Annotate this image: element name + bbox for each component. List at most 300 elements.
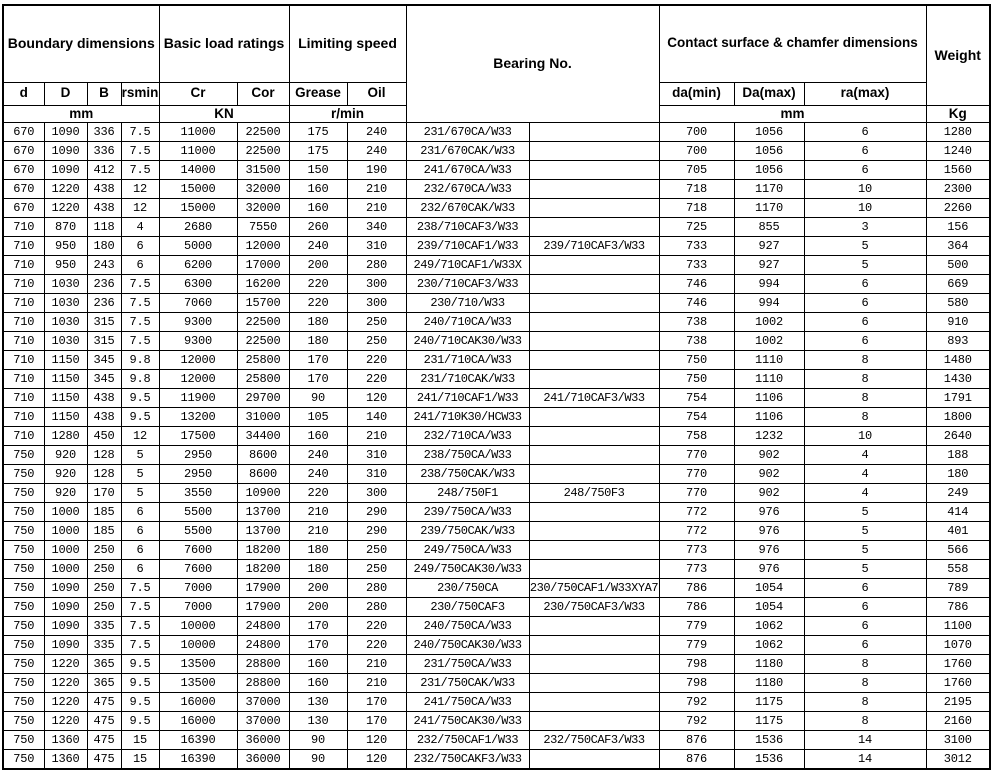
cell-d: 750 <box>3 693 44 712</box>
cell-bearing-no-2 <box>529 560 659 579</box>
cell-bearing-no-2: 230/750CAF1/W33XYA7 <box>529 579 659 598</box>
cell-cr: 2950 <box>159 465 237 484</box>
cell-weight: 893 <box>926 332 990 351</box>
cell-bearing-no-1: 232/710CA/W33 <box>406 427 529 446</box>
cell-bearing-no-2 <box>529 541 659 560</box>
cell-rsmin: 7.5 <box>121 579 159 598</box>
unit-contact-mm: mm <box>659 105 926 123</box>
cell-grease: 175 <box>289 123 347 142</box>
cell-oil: 280 <box>347 256 406 275</box>
cell-bearing-no-2 <box>529 180 659 199</box>
cell-da-min: 705 <box>659 161 734 180</box>
cell-B: 412 <box>87 161 121 180</box>
cell-D: 1150 <box>44 389 87 408</box>
cell-rsmin: 7.5 <box>121 161 159 180</box>
cell-ra-max: 4 <box>804 484 926 503</box>
cell-oil: 140 <box>347 408 406 427</box>
cell-ra-max: 6 <box>804 142 926 161</box>
cell-da-max: 1062 <box>734 617 804 636</box>
cell-B: 250 <box>87 579 121 598</box>
table-row <box>3 541 990 560</box>
cell-bearing-no-1: 232/670CA/W33 <box>406 180 529 199</box>
cell-d: 710 <box>3 408 44 427</box>
cell-da-max: 902 <box>734 446 804 465</box>
cell-cr: 9300 <box>159 313 237 332</box>
cell-cr: 7000 <box>159 579 237 598</box>
cell-rsmin: 7.5 <box>121 332 159 351</box>
cell-B: 475 <box>87 750 121 769</box>
cell-da-max: 976 <box>734 503 804 522</box>
cell-da-min: 770 <box>659 465 734 484</box>
cell-grease: 105 <box>289 408 347 427</box>
cell-cr: 11000 <box>159 123 237 142</box>
cell-da-min: 746 <box>659 275 734 294</box>
cell-bearing-no-1: 241/710CAF1/W33 <box>406 389 529 408</box>
cell-da-max: 1106 <box>734 389 804 408</box>
cell-rsmin: 9.5 <box>121 408 159 427</box>
cell-weight: 1280 <box>926 123 990 142</box>
cell-d: 750 <box>3 636 44 655</box>
cell-bearing-no-2 <box>529 256 659 275</box>
cell-rsmin: 12 <box>121 199 159 218</box>
cell-bearing-no-1: 230/750CA <box>406 579 529 598</box>
cell-da-max: 1175 <box>734 693 804 712</box>
cell-cr: 11000 <box>159 142 237 161</box>
cell-rsmin: 5 <box>121 446 159 465</box>
cell-oil: 280 <box>347 579 406 598</box>
table-row <box>3 503 990 522</box>
cell-d: 710 <box>3 275 44 294</box>
cell-cor: 24800 <box>237 636 289 655</box>
cell-rsmin: 7.5 <box>121 123 159 142</box>
cell-oil: 210 <box>347 180 406 199</box>
cell-d: 710 <box>3 370 44 389</box>
cell-bearing-no-2 <box>529 750 659 769</box>
cell-weight: 1430 <box>926 370 990 389</box>
table-row <box>3 750 990 769</box>
cell-cr: 7600 <box>159 541 237 560</box>
cell-oil: 220 <box>347 370 406 389</box>
cell-oil: 170 <box>347 693 406 712</box>
cell-d: 710 <box>3 237 44 256</box>
cell-d: 750 <box>3 617 44 636</box>
cell-cor: 25800 <box>237 370 289 389</box>
cell-da-min: 746 <box>659 294 734 313</box>
cell-grease: 260 <box>289 218 347 237</box>
cell-cr: 10000 <box>159 636 237 655</box>
table-row <box>3 275 990 294</box>
table-row <box>3 313 990 332</box>
cell-bearing-no-2 <box>529 465 659 484</box>
table-body <box>3 123 990 769</box>
cell-bearing-no-1: 232/750CAKF3/W33 <box>406 750 529 769</box>
cell-B: 335 <box>87 617 121 636</box>
cell-cor: 32000 <box>237 180 289 199</box>
cell-D: 1030 <box>44 294 87 313</box>
cell-cor: 24800 <box>237 617 289 636</box>
cell-bearing-no-2: 248/750F3 <box>529 484 659 503</box>
cell-grease: 240 <box>289 465 347 484</box>
cell-rsmin: 4 <box>121 218 159 237</box>
cell-da-min: 772 <box>659 522 734 541</box>
cell-grease: 130 <box>289 712 347 731</box>
cell-D: 1030 <box>44 313 87 332</box>
cell-bearing-no-2: 230/750CAF3/W33 <box>529 598 659 617</box>
cell-cr: 5000 <box>159 237 237 256</box>
cell-rsmin: 15 <box>121 750 159 769</box>
cell-ra-max: 6 <box>804 636 926 655</box>
table-row <box>3 256 990 275</box>
cell-grease: 220 <box>289 294 347 313</box>
cell-oil: 210 <box>347 199 406 218</box>
subheader-rsmin: rsmin <box>121 82 159 105</box>
cell-rsmin: 9.5 <box>121 389 159 408</box>
cell-D: 1220 <box>44 693 87 712</box>
subheader-cr: Cr <box>159 82 237 105</box>
cell-grease: 170 <box>289 617 347 636</box>
cell-cr: 16000 <box>159 712 237 731</box>
cell-B: 250 <box>87 598 121 617</box>
cell-cr: 3550 <box>159 484 237 503</box>
cell-weight: 188 <box>926 446 990 465</box>
cell-D: 1150 <box>44 351 87 370</box>
cell-bearing-no-1: 249/710CAF1/W33X <box>406 256 529 275</box>
cell-weight: 1070 <box>926 636 990 655</box>
cell-D: 1090 <box>44 636 87 655</box>
cell-weight: 786 <box>926 598 990 617</box>
cell-ra-max: 6 <box>804 617 926 636</box>
cell-d: 710 <box>3 294 44 313</box>
cell-da-min: 792 <box>659 693 734 712</box>
cell-oil: 120 <box>347 731 406 750</box>
header-contact-surface: Contact surface & chamfer dimensions <box>659 5 926 82</box>
cell-cor: 36000 <box>237 731 289 750</box>
cell-bearing-no-1: 241/670CA/W33 <box>406 161 529 180</box>
cell-ra-max: 8 <box>804 389 926 408</box>
cell-B: 236 <box>87 294 121 313</box>
cell-oil: 250 <box>347 560 406 579</box>
cell-bearing-no-1: 231/670CA/W33 <box>406 123 529 142</box>
cell-weight: 580 <box>926 294 990 313</box>
cell-rsmin: 6 <box>121 237 159 256</box>
cell-bearing-no-1: 238/750CA/W33 <box>406 446 529 465</box>
cell-da-min: 779 <box>659 617 734 636</box>
cell-bearing-no-2 <box>529 313 659 332</box>
cell-weight: 3100 <box>926 731 990 750</box>
cell-oil: 250 <box>347 313 406 332</box>
cell-ra-max: 3 <box>804 218 926 237</box>
cell-d: 750 <box>3 446 44 465</box>
cell-B: 345 <box>87 370 121 389</box>
cell-bearing-no-2 <box>529 294 659 313</box>
cell-grease: 240 <box>289 237 347 256</box>
unit-weight-kg: Kg <box>926 105 990 123</box>
cell-B: 118 <box>87 218 121 237</box>
cell-oil: 170 <box>347 712 406 731</box>
cell-cor: 25800 <box>237 351 289 370</box>
cell-rsmin: 7.5 <box>121 313 159 332</box>
cell-da-min: 798 <box>659 655 734 674</box>
cell-weight: 401 <box>926 522 990 541</box>
cell-bearing-no-2 <box>529 503 659 522</box>
cell-weight: 566 <box>926 541 990 560</box>
cell-bearing-no-2 <box>529 712 659 731</box>
cell-oil: 300 <box>347 294 406 313</box>
cell-rsmin: 9.5 <box>121 693 159 712</box>
cell-cr: 6200 <box>159 256 237 275</box>
cell-da-max: 1180 <box>734 674 804 693</box>
cell-weight: 500 <box>926 256 990 275</box>
unit-speed-rmin: r/min <box>289 105 406 123</box>
cell-cor: 34400 <box>237 427 289 446</box>
cell-rsmin: 5 <box>121 465 159 484</box>
cell-cr: 6300 <box>159 275 237 294</box>
cell-cor: 18200 <box>237 560 289 579</box>
cell-D: 1090 <box>44 617 87 636</box>
cell-rsmin: 5 <box>121 484 159 503</box>
cell-D: 1090 <box>44 123 87 142</box>
cell-d: 750 <box>3 712 44 731</box>
cell-ra-max: 6 <box>804 275 926 294</box>
cell-ra-max: 6 <box>804 294 926 313</box>
subheader-d: d <box>3 82 44 105</box>
cell-bearing-no-1: 231/710CAK/W33 <box>406 370 529 389</box>
cell-ra-max: 10 <box>804 427 926 446</box>
table-row <box>3 598 990 617</box>
cell-cr: 16390 <box>159 731 237 750</box>
cell-cr: 7060 <box>159 294 237 313</box>
cell-weight: 558 <box>926 560 990 579</box>
table-row <box>3 294 990 313</box>
cell-cr: 10000 <box>159 617 237 636</box>
cell-ra-max: 8 <box>804 655 926 674</box>
cell-D: 1090 <box>44 598 87 617</box>
cell-cr: 5500 <box>159 503 237 522</box>
cell-da-min: 798 <box>659 674 734 693</box>
cell-da-max: 1180 <box>734 655 804 674</box>
cell-cor: 13700 <box>237 503 289 522</box>
cell-d: 750 <box>3 484 44 503</box>
subheader-B: B <box>87 82 121 105</box>
cell-da-max: 902 <box>734 484 804 503</box>
cell-weight: 1760 <box>926 655 990 674</box>
cell-cor: 31500 <box>237 161 289 180</box>
cell-bearing-no-1: 249/750CA/W33 <box>406 541 529 560</box>
cell-ra-max: 8 <box>804 693 926 712</box>
cell-da-min: 772 <box>659 503 734 522</box>
cell-cr: 13200 <box>159 408 237 427</box>
table-row <box>3 237 990 256</box>
cell-ra-max: 10 <box>804 180 926 199</box>
cell-grease: 130 <box>289 693 347 712</box>
cell-weight: 2300 <box>926 180 990 199</box>
cell-B: 475 <box>87 731 121 750</box>
cell-grease: 160 <box>289 199 347 218</box>
cell-rsmin: 7.5 <box>121 636 159 655</box>
cell-ra-max: 4 <box>804 465 926 484</box>
cell-bearing-no-2 <box>529 446 659 465</box>
cell-ra-max: 6 <box>804 123 926 142</box>
table-row <box>3 408 990 427</box>
cell-bearing-no-2 <box>529 655 659 674</box>
cell-weight: 789 <box>926 579 990 598</box>
cell-da-max: 1054 <box>734 579 804 598</box>
header-boundary-dimensions: Boundary dimensions <box>3 5 159 82</box>
cell-rsmin: 7.5 <box>121 294 159 313</box>
cell-da-min: 725 <box>659 218 734 237</box>
header-limiting-speed: Limiting speed <box>289 5 406 82</box>
cell-bearing-no-2 <box>529 123 659 142</box>
cell-grease: 180 <box>289 560 347 579</box>
cell-bearing-no-2: 232/750CAF3/W33 <box>529 731 659 750</box>
table-row <box>3 674 990 693</box>
cell-d: 670 <box>3 161 44 180</box>
cell-cor: 12000 <box>237 237 289 256</box>
cell-bearing-no-1: 231/750CAK/W33 <box>406 674 529 693</box>
cell-grease: 220 <box>289 484 347 503</box>
cell-cor: 7550 <box>237 218 289 237</box>
cell-B: 180 <box>87 237 121 256</box>
cell-B: 315 <box>87 313 121 332</box>
cell-da-min: 733 <box>659 237 734 256</box>
cell-bearing-no-2: 241/710CAF3/W33 <box>529 389 659 408</box>
cell-da-max: 1536 <box>734 750 804 769</box>
cell-grease: 170 <box>289 370 347 389</box>
cell-weight: 1791 <box>926 389 990 408</box>
cell-oil: 220 <box>347 636 406 655</box>
cell-grease: 180 <box>289 541 347 560</box>
cell-oil: 310 <box>347 237 406 256</box>
cell-D: 920 <box>44 446 87 465</box>
cell-rsmin: 9.8 <box>121 370 159 389</box>
cell-da-max: 1110 <box>734 370 804 389</box>
cell-D: 1030 <box>44 332 87 351</box>
cell-ra-max: 6 <box>804 579 926 598</box>
cell-cor: 28800 <box>237 674 289 693</box>
cell-da-min: 786 <box>659 598 734 617</box>
cell-D: 1000 <box>44 560 87 579</box>
cell-d: 750 <box>3 598 44 617</box>
cell-da-max: 1056 <box>734 123 804 142</box>
cell-ra-max: 8 <box>804 351 926 370</box>
cell-bearing-no-1: 231/710CA/W33 <box>406 351 529 370</box>
cell-oil: 300 <box>347 484 406 503</box>
cell-D: 1090 <box>44 579 87 598</box>
cell-da-max: 1170 <box>734 180 804 199</box>
cell-grease: 210 <box>289 522 347 541</box>
cell-da-max: 1054 <box>734 598 804 617</box>
cell-da-min: 750 <box>659 370 734 389</box>
subheader-grease: Grease <box>289 82 347 105</box>
cell-da-max: 976 <box>734 541 804 560</box>
cell-D: 1220 <box>44 180 87 199</box>
cell-bearing-no-2 <box>529 142 659 161</box>
cell-cr: 5500 <box>159 522 237 541</box>
cell-cor: 22500 <box>237 123 289 142</box>
cell-oil: 210 <box>347 674 406 693</box>
cell-grease: 200 <box>289 579 347 598</box>
cell-bearing-no-2 <box>529 161 659 180</box>
cell-D: 1150 <box>44 370 87 389</box>
cell-bearing-no-2 <box>529 275 659 294</box>
cell-cor: 15700 <box>237 294 289 313</box>
cell-da-min: 770 <box>659 446 734 465</box>
table-row <box>3 142 990 161</box>
cell-weight: 1760 <box>926 674 990 693</box>
cell-bearing-no-2 <box>529 674 659 693</box>
cell-bearing-no-1: 240/750CA/W33 <box>406 617 529 636</box>
cell-rsmin: 7.5 <box>121 275 159 294</box>
cell-D: 1000 <box>44 522 87 541</box>
cell-cr: 15000 <box>159 180 237 199</box>
table-row <box>3 636 990 655</box>
cell-cor: 22500 <box>237 142 289 161</box>
cell-bearing-no-1: 249/750CAK30/W33 <box>406 560 529 579</box>
bearing-spec-table <box>2 4 991 770</box>
cell-B: 236 <box>87 275 121 294</box>
cell-ra-max: 5 <box>804 522 926 541</box>
cell-oil: 280 <box>347 598 406 617</box>
cell-bearing-no-2 <box>529 370 659 389</box>
cell-B: 336 <box>87 142 121 161</box>
cell-cor: 8600 <box>237 465 289 484</box>
cell-grease: 160 <box>289 427 347 446</box>
cell-d: 750 <box>3 750 44 769</box>
cell-oil: 290 <box>347 503 406 522</box>
cell-bearing-no-2: 239/710CAF3/W33 <box>529 237 659 256</box>
cell-d: 750 <box>3 674 44 693</box>
table-row <box>3 332 990 351</box>
cell-bearing-no-1: 241/710K30/HCW33 <box>406 408 529 427</box>
cell-grease: 240 <box>289 446 347 465</box>
cell-oil: 210 <box>347 427 406 446</box>
table-header <box>3 5 990 123</box>
cell-d: 750 <box>3 541 44 560</box>
cell-da-max: 1056 <box>734 142 804 161</box>
cell-D: 1150 <box>44 408 87 427</box>
cell-da-min: 758 <box>659 427 734 446</box>
cell-weight: 2195 <box>926 693 990 712</box>
cell-ra-max: 5 <box>804 541 926 560</box>
cell-B: 170 <box>87 484 121 503</box>
cell-bearing-no-1: 232/670CAK/W33 <box>406 199 529 218</box>
cell-rsmin: 15 <box>121 731 159 750</box>
cell-da-max: 1536 <box>734 731 804 750</box>
cell-D: 870 <box>44 218 87 237</box>
cell-da-min: 718 <box>659 180 734 199</box>
table-row <box>3 484 990 503</box>
cell-weight: 156 <box>926 218 990 237</box>
cell-ra-max: 5 <box>804 256 926 275</box>
cell-cr: 11900 <box>159 389 237 408</box>
cell-bearing-no-2 <box>529 636 659 655</box>
unit-load-kn: KN <box>159 105 289 123</box>
cell-da-min: 754 <box>659 408 734 427</box>
cell-cor: 17900 <box>237 579 289 598</box>
table-row <box>3 180 990 199</box>
cell-d: 710 <box>3 218 44 237</box>
cell-oil: 220 <box>347 351 406 370</box>
cell-cor: 28800 <box>237 655 289 674</box>
cell-D: 920 <box>44 484 87 503</box>
cell-rsmin: 7.5 <box>121 598 159 617</box>
cell-B: 450 <box>87 427 121 446</box>
subheader-Da-max: Da(max) <box>734 82 804 105</box>
table-row <box>3 351 990 370</box>
cell-d: 750 <box>3 465 44 484</box>
cell-bearing-no-1: 240/750CAK30/W33 <box>406 636 529 655</box>
cell-cr: 9300 <box>159 332 237 351</box>
